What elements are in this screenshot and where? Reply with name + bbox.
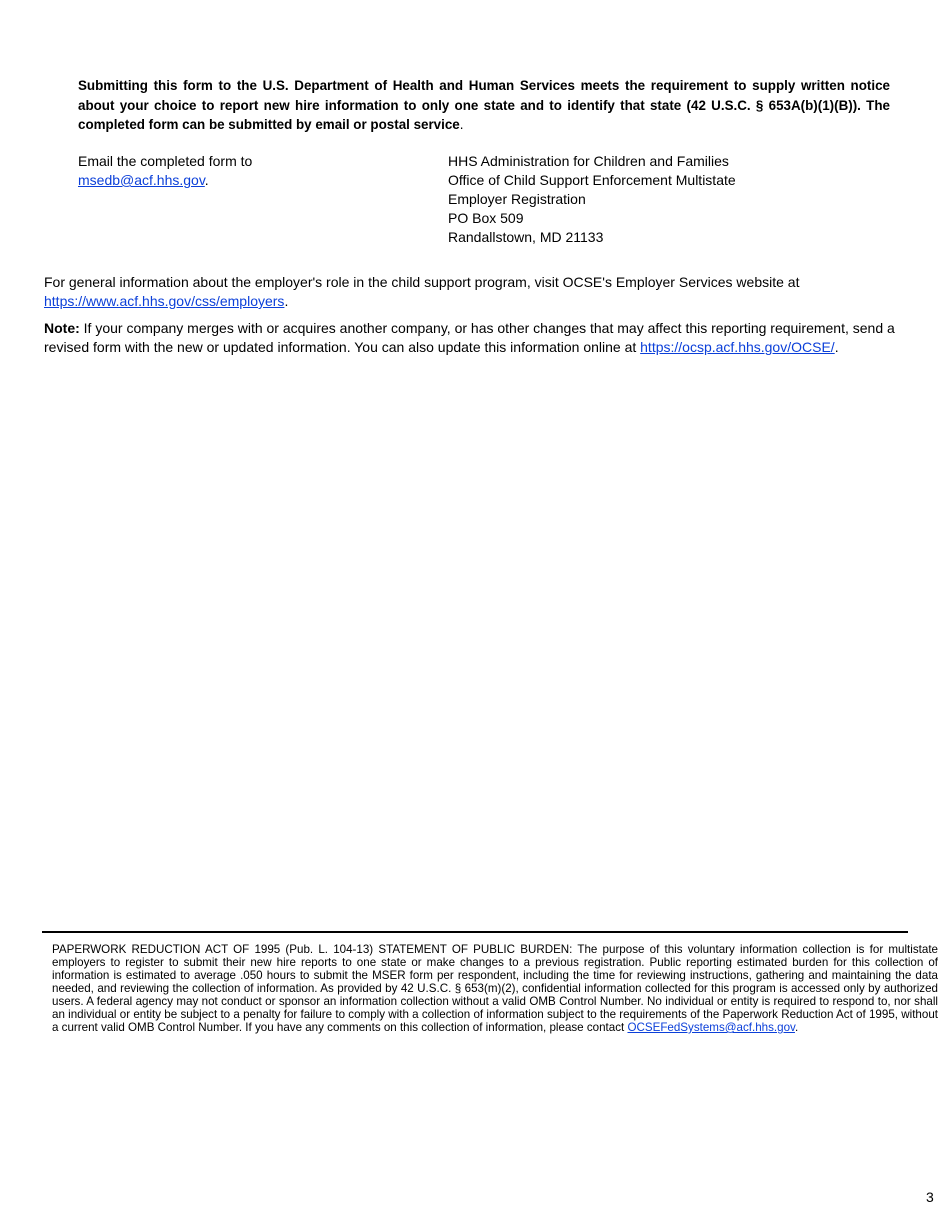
submission-notice-period: . xyxy=(459,117,464,132)
mailing-address xyxy=(448,152,848,247)
note-text: If your company merges with or acquires another company, or has other changes that may affect this reporting requirement, send a revised form with the new or updated information. You can also update this information online at xyxy=(44,320,895,355)
email-period: . xyxy=(204,172,209,188)
page-number: 3 xyxy=(926,1189,934,1205)
note-paragraph xyxy=(44,319,924,357)
ocse-fed-systems-email-link[interactable]: OCSEFedSystems@acf.hhs.gov xyxy=(627,1021,795,1034)
address-line-5: Randallstown, MD 21133 xyxy=(448,229,604,245)
address-line-4: PO Box 509 xyxy=(448,210,524,226)
ocsp-portal-link[interactable]: https://ocsp.acf.hhs.gov/OCSE/ xyxy=(640,339,835,355)
general-info-paragraph xyxy=(44,273,924,311)
email-instructions xyxy=(78,152,408,190)
footer-divider xyxy=(42,931,908,933)
general-info-period: . xyxy=(284,293,289,309)
paperwork-reduction-statement xyxy=(52,943,938,1034)
general-info-text: For general information about the employer's role in the child support program, visit OCSE's Employer Services website at xyxy=(44,274,800,290)
msedb-email-link[interactable]: msedb@acf.hhs.gov xyxy=(78,172,205,188)
email-intro: Email the completed form to xyxy=(78,153,253,169)
address-line-3: Employer Registration xyxy=(448,191,586,207)
submission-notice-text: Submitting this form to the U.S. Department of Health and Human Services meets the requirement to supply written notice about your choice to report new hire information to only one state and to identify that state (42 U.S.C. § 653A(b)(1)(B)). The completed form can be submitted by email or postal service xyxy=(78,78,890,132)
employer-services-link[interactable]: https://www.acf.hhs.gov/css/employers xyxy=(44,293,285,309)
paperwork-period: . xyxy=(794,1021,799,1034)
address-line-2: Office of Child Support Enforcement Multistate xyxy=(448,172,736,188)
note-period: . xyxy=(834,339,839,355)
paperwork-text: PAPERWORK REDUCTION ACT OF 1995 (Pub. L. 104-13) STATEMENT OF PUBLIC BURDEN: The purpose of this voluntary information collection is for multistate employers to register to submit their new hire reports to one state or make changes to a previous registration. Public reporting estimated burden for this collection of information is estimated to average .050 hours to submit the MSER form per respondent, including the time for reviewing instructions, gathering and maintaining the data needed, and reviewing the collection of information. As provided by 42 U.S.C. § 653(m)(2), confidential information collected for this program is accessed only by authorized users. A federal agency may not conduct or sponsor an information collection without a valid OMB Control Number. No individual or entity is required to respond to, nor shall an individual or entity be subject to a penalty for failure to comply with a collection of information subject to the requirements of the Paperwork Reduction Act of 1995, without a current valid OMB Control Number. If you have any comments on this collection of information, please contact xyxy=(52,943,938,1034)
address-line-1: HHS Administration for Children and Families xyxy=(448,153,729,169)
note-label: Note: xyxy=(44,320,80,336)
submission-notice xyxy=(78,76,890,135)
